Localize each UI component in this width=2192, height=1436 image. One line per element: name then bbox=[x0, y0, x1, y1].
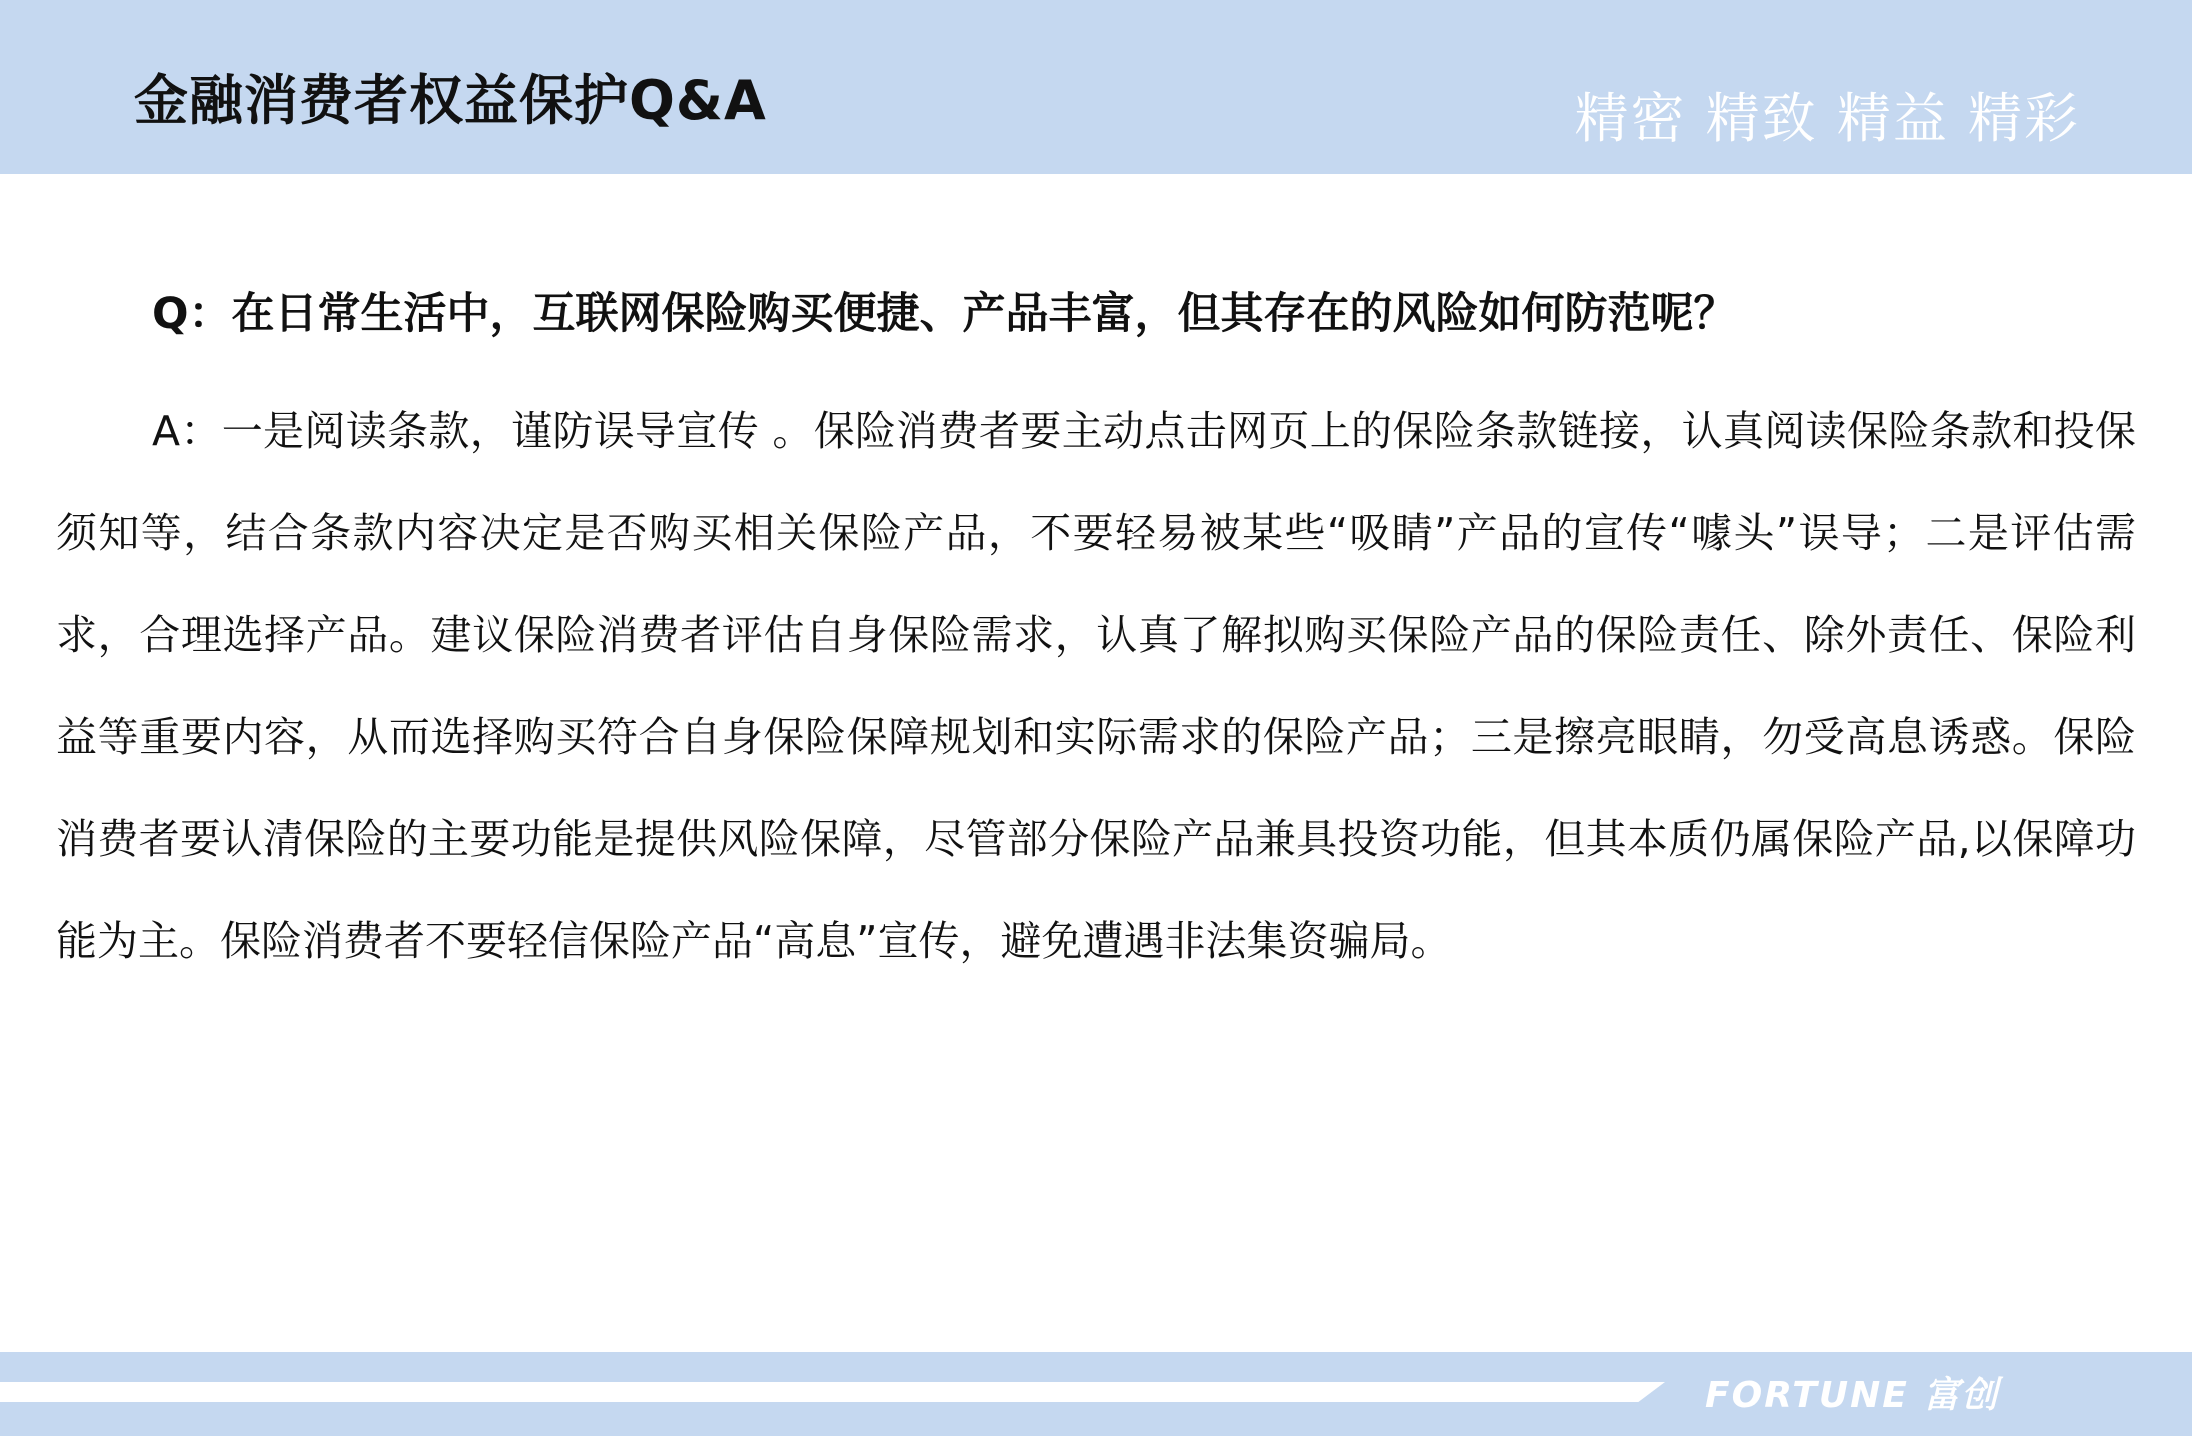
header-band bbox=[0, 0, 2192, 174]
page-title: 金融消费者权益保护Q&A bbox=[134, 69, 767, 132]
question-text: Q：在日常生活中，互联网保险购买便捷、产品丰富，但其存在的风险如何防范呢？ bbox=[152, 289, 1737, 339]
header-slogan: 精密 精致 精益 精彩 bbox=[1574, 87, 2080, 150]
answer-text: A：一是阅读条款，谨防误导宣传 。保险消费者要主动点击网页上的保险条款链接，认真阅读保险条款和投保须知等，结合条款内容决定是否购买相关保险产品，不要轻易被某些“吸睛”产品的宣传“噱头”误导；二是评估需求，合理选择产品。建议保险消费者评估自身保险需求，认真了解拟购买保险产品的保险责任、除外责任、保险利益等重要内容，从而选择购买符合自身保险保障规划和实际需求的保险产品；三是擦亮眼睛，勿受高息诱惑。保险消费者要认清保险的主要功能是提供风险保障，尽管部分保险产品兼具投资功能，但其本质仍属保险产品,以保障功能为主。保险消费者不要轻信保险产品“高息”宣传，避免遭遇非法集资骗局。 bbox=[56, 407, 2136, 965]
qa-content bbox=[56, 278, 2136, 992]
footer-stripe bbox=[0, 1382, 1665, 1402]
fortune-logo: FORTUNE 富创 bbox=[1705, 1374, 2000, 1416]
